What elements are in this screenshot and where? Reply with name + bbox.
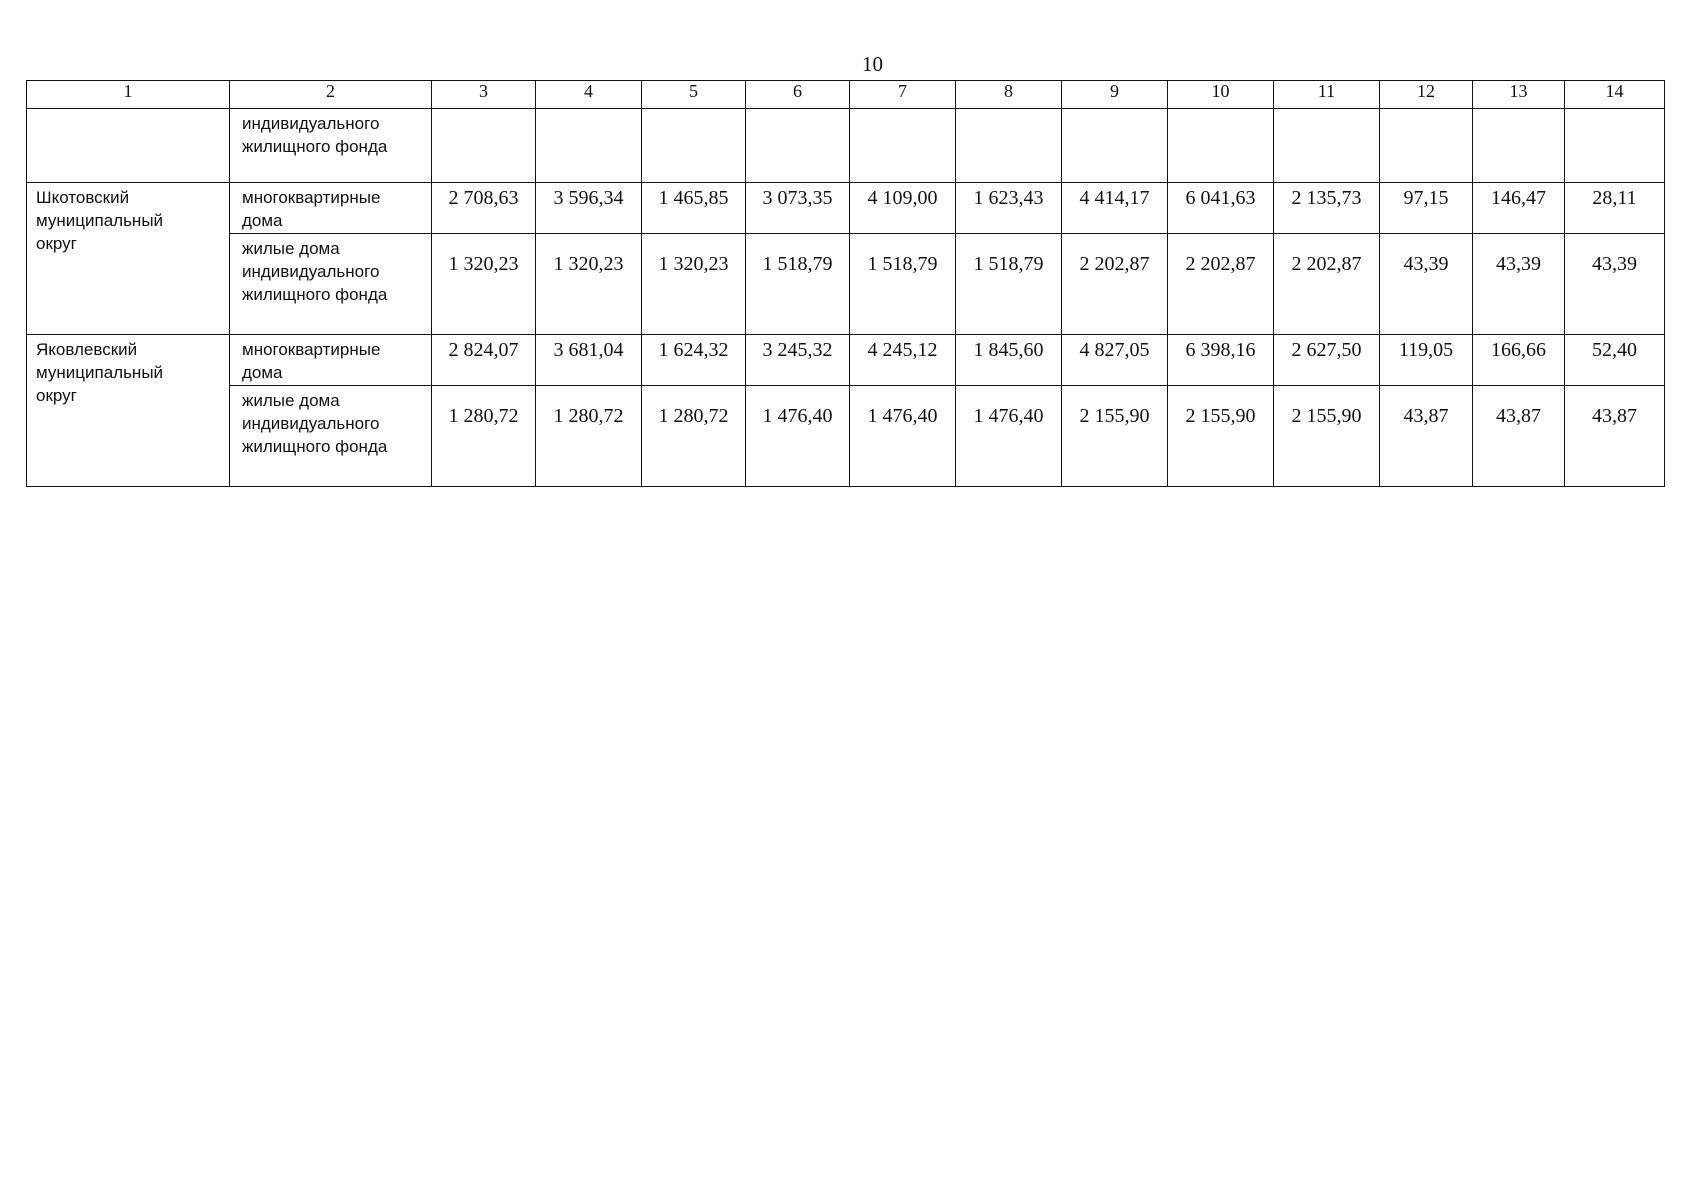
value-cell: 1 476,40: [956, 386, 1062, 487]
value-cell: 1 465,85: [642, 183, 746, 234]
housing-type-label: индивидуального жилищного фонда: [242, 114, 388, 156]
value-cell: 2 155,90: [1062, 386, 1168, 487]
value-cell: 43,87: [1380, 386, 1473, 487]
page-number: 10: [862, 52, 883, 76]
value-cell: 1 476,40: [746, 386, 850, 487]
value-cell: [746, 109, 850, 183]
value-cell: 28,11: [1565, 183, 1665, 234]
column-header: 3: [432, 81, 536, 109]
column-header: 6: [746, 81, 850, 109]
table-row: [27, 335, 1665, 386]
value-cell: 43,39: [1565, 234, 1665, 335]
value-cell: [956, 109, 1062, 183]
column-header: 4: [536, 81, 642, 109]
column-header: 11: [1274, 81, 1380, 109]
value-cell: 1 280,72: [536, 386, 642, 487]
column-header: 10: [1168, 81, 1274, 109]
value-cell: 1 320,23: [536, 234, 642, 335]
value-cell: 1 280,72: [432, 386, 536, 487]
column-header: 12: [1380, 81, 1473, 109]
value-cell: 1 320,23: [642, 234, 746, 335]
column-header: 9: [1062, 81, 1168, 109]
value-cell: [432, 109, 536, 183]
value-cell: 6 398,16: [1168, 335, 1274, 386]
value-cell: 52,40: [1565, 335, 1665, 386]
housing-type-cell: [230, 335, 432, 386]
housing-type-cell: [230, 386, 432, 487]
value-cell: 2 202,87: [1168, 234, 1274, 335]
value-cell: 3 245,32: [746, 335, 850, 386]
value-cell: [1168, 109, 1274, 183]
value-cell: 2 202,87: [1274, 234, 1380, 335]
value-cell: [536, 109, 642, 183]
value-cell: 2 627,50: [1274, 335, 1380, 386]
column-header: 14: [1565, 81, 1665, 109]
value-cell: 3 596,34: [536, 183, 642, 234]
column-header: 5: [642, 81, 746, 109]
district-cell: [27, 335, 230, 487]
value-cell: 4 109,00: [850, 183, 956, 234]
value-cell: 1 518,79: [850, 234, 956, 335]
column-header: 13: [1473, 81, 1565, 109]
value-cell: [1274, 109, 1380, 183]
value-cell: 2 824,07: [432, 335, 536, 386]
housing-type-cell: [230, 109, 432, 183]
value-cell: 43,39: [1473, 234, 1565, 335]
value-cell: [642, 109, 746, 183]
value-cell: 119,05: [1380, 335, 1473, 386]
column-header: 8: [956, 81, 1062, 109]
value-cell: 1 518,79: [746, 234, 850, 335]
housing-type-label: многоквартирные дома: [242, 188, 381, 230]
continuation-row: [27, 109, 1665, 183]
column-number-row: [27, 81, 1665, 109]
value-cell: 1 845,60: [956, 335, 1062, 386]
column-header: 2: [230, 81, 432, 109]
value-cell: 1 624,32: [642, 335, 746, 386]
district-name: Шкотовский муниципальный округ: [36, 188, 164, 253]
value-cell: 2 135,73: [1274, 183, 1380, 234]
value-cell: 2 155,90: [1274, 386, 1380, 487]
housing-type-label: жилые дома индивидуального жилищного фонда: [242, 239, 388, 304]
district-name: Яковлевский муниципальный округ: [36, 340, 164, 405]
value-cell: 43,87: [1565, 386, 1665, 487]
column-header: 7: [850, 81, 956, 109]
value-cell: 4 827,05: [1062, 335, 1168, 386]
value-cell: 166,66: [1473, 335, 1565, 386]
value-cell: 146,47: [1473, 183, 1565, 234]
table-row: [27, 386, 1665, 487]
value-cell: [1062, 109, 1168, 183]
district-cell: [27, 183, 230, 335]
housing-type-label: жилые дома индивидуального жилищного фонда: [242, 391, 388, 456]
value-cell: 1 623,43: [956, 183, 1062, 234]
value-cell: 97,15: [1380, 183, 1473, 234]
value-cell: 43,87: [1473, 386, 1565, 487]
tariff-table: [26, 80, 1665, 487]
value-cell: 43,39: [1380, 234, 1473, 335]
table-row: [27, 183, 1665, 234]
value-cell: 2 202,87: [1062, 234, 1168, 335]
value-cell: 4 245,12: [850, 335, 956, 386]
value-cell: 2 708,63: [432, 183, 536, 234]
value-cell: [1565, 109, 1665, 183]
value-cell: 1 518,79: [956, 234, 1062, 335]
value-cell: 1 280,72: [642, 386, 746, 487]
value-cell: 3 681,04: [536, 335, 642, 386]
value-cell: [850, 109, 956, 183]
value-cell: [1380, 109, 1473, 183]
column-header: 1: [27, 81, 230, 109]
value-cell: 1 476,40: [850, 386, 956, 487]
value-cell: 3 073,35: [746, 183, 850, 234]
value-cell: 4 414,17: [1062, 183, 1168, 234]
value-cell: 2 155,90: [1168, 386, 1274, 487]
value-cell: [1473, 109, 1565, 183]
table-row: [27, 234, 1665, 335]
housing-type-cell: [230, 183, 432, 234]
housing-type-cell: [230, 234, 432, 335]
housing-type-label: многоквартирные дома: [242, 340, 381, 382]
value-cell: 6 041,63: [1168, 183, 1274, 234]
district-cell: [27, 109, 230, 183]
value-cell: 1 320,23: [432, 234, 536, 335]
